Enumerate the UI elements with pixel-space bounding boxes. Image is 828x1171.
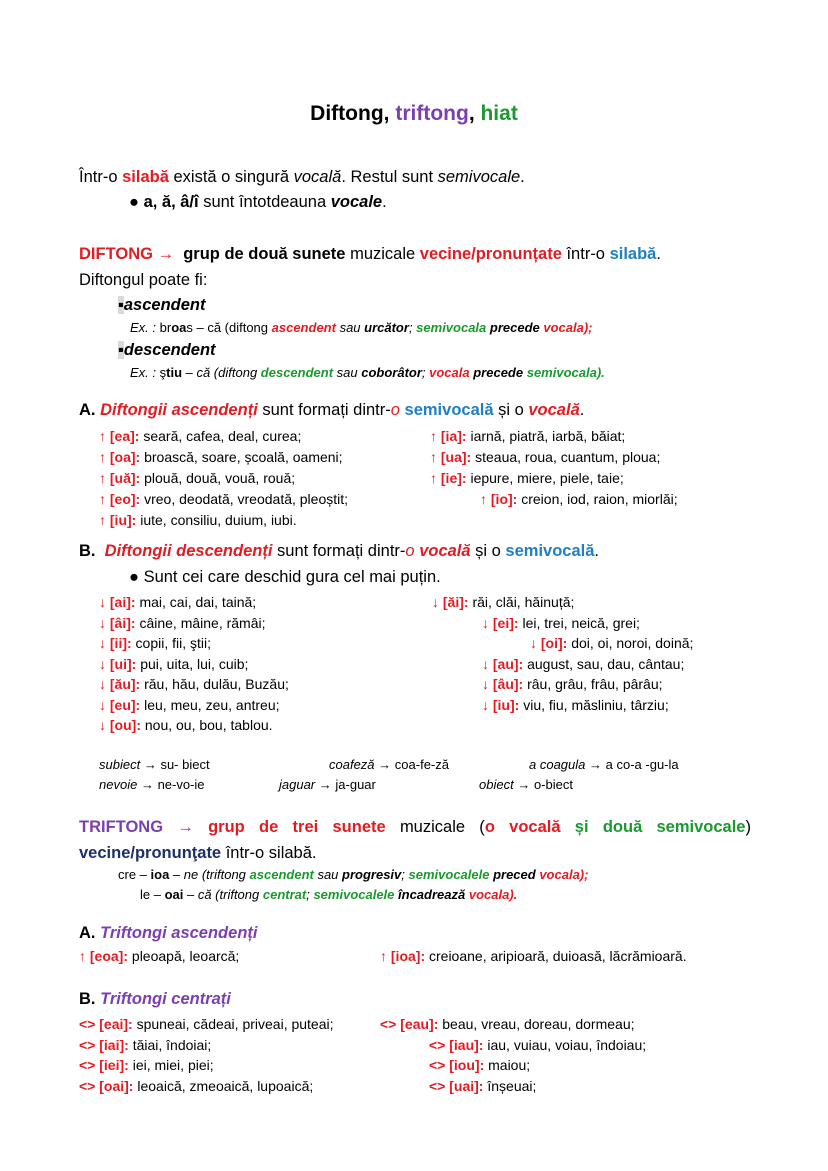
hiat-example: jaguar → ja-guar <box>279 777 376 792</box>
list-item: <> [eau]: beau, vreau, doreau, dormeau; <box>380 1016 635 1032</box>
tri-a-heading: A. Triftongi ascendenți <box>79 924 258 942</box>
list-item: ↓ [oi]: doi, oi, noroi, doină; <box>530 635 694 651</box>
diftong-descendent-label: ▪descendent <box>118 341 216 359</box>
triftong-example-2: le – oai – că (triftong centrat; semivocalele încadrează vocala). <box>140 887 518 902</box>
section-a-heading: A. Diftongii ascendenți sunt formați dintr-o semivocală și o vocală. <box>79 401 585 419</box>
list-item: ↓ [au]: august, sau, dau, cântau; <box>482 655 685 672</box>
list-item: ↓ [ău]: rău, hău, dulău, Buzău; <box>99 676 289 692</box>
tri-a-right: ↑ [ioa]: creioane, aripioară, duioasă, lăcrămioară. <box>380 948 687 964</box>
diftong-can-be: Diftongul poate fi: <box>79 271 208 289</box>
diftong-definition: DIFTONG → grup de două sunete muzicale vecine/pronunțate într-o silabă. <box>79 245 661 263</box>
tri-b-heading: B. Triftongi centrați <box>79 990 231 1008</box>
bullet-icon: ● <box>129 568 139 586</box>
bullet-icon: ● <box>129 193 139 211</box>
list-item: ↓ [ii]: copii, fii, ştii; <box>99 635 212 651</box>
tri-a-left: ↑ [eoa]: pleoapă, leoarcă; <box>79 948 240 964</box>
triftong-example-1: cre – ioa – ne (triftong ascendent sau progresiv; semivocalele preced vocala); <box>118 867 589 882</box>
list-item: ↓ [ou]: nou, ou, bou, tablou. <box>99 717 273 733</box>
tri-right-list <box>380 1014 646 1096</box>
tri-left-list <box>79 1014 334 1096</box>
list-item: ↓ [âi]: câine, mâine, rămâi; <box>99 614 266 631</box>
list-item: ↓ [ai]: mai, cai, dai, taină; <box>99 594 257 610</box>
arrow-right-icon: → <box>157 245 175 263</box>
hiat-example: a coagula → a co-a -gu-la <box>529 757 679 772</box>
page-title: Diftong, triftong, hiat <box>310 102 518 125</box>
list-item: <> [uai]: înșeuai; <box>429 1077 537 1094</box>
list-item: <> [eai]: spuneai, cădeai, priveai, puteai; <box>79 1016 334 1032</box>
list-item: ↑ [eo]: vreo, deodată, vreodată, pleoștit; <box>99 491 349 507</box>
list-item: ↑ [ie]: iepure, miere, piele, taie; <box>430 470 624 486</box>
list-item: ↑ [iu]: iute, consiliu, duium, iubi. <box>99 512 297 528</box>
list-item: ↓ [iu]: viu, fiu, măsliniu, târziu; <box>482 696 669 713</box>
hiat-example: subiect → su- biect <box>99 757 210 772</box>
list-item: ↓ [ei]: lei, trei, neică, grei; <box>482 614 640 631</box>
asc-right-list <box>430 426 678 510</box>
list-item: ↓ [eu]: leu, meu, zeu, antreu; <box>99 696 280 713</box>
diftong-descendent-example: Ex. : ştiu – că (diftong descendent sau coborâtor; vocala precede semivocala). <box>130 365 605 380</box>
list-item: <> [oai]: leoaică, zmeoaică, lupoaică; <box>79 1077 314 1094</box>
list-item: ↓ [âu]: râu, grâu, frâu, pârâu; <box>482 676 663 692</box>
list-item: ↑ [ea]: seară, cafea, deal, curea; <box>99 428 302 444</box>
section-b-note: ● Sunt cei care deschid gura cel mai puțin. <box>129 568 441 586</box>
triftong-definition-line-2: vecine/pronunţate într-o silabă. <box>79 844 317 862</box>
triftong-definition: TRIFTONG → grup de trei sunete muzicale (o vocală și două semivocale) <box>79 818 751 836</box>
list-item: ↑ [oa]: broască, soare, școală, oameni; <box>99 449 343 465</box>
desc-right-list <box>432 592 693 715</box>
asc-left-list <box>99 426 348 531</box>
list-item: <> [iou]: maiou; <box>429 1057 531 1073</box>
diftong-ascendent-label: ▪ascendent <box>118 296 206 314</box>
desc-left-list <box>99 592 289 736</box>
hiat-example: obiect → o-biect <box>479 777 573 792</box>
intro-line-1: Într-o silabă există o singură vocală. Restul sunt semivocale. <box>79 168 525 186</box>
diftong-ascendent-example: Ex. : broas – că (diftong ascendent sau urcător; semivocala precede vocala); <box>130 320 593 335</box>
list-item: ↓ [ăi]: răi, clăi, hăinuță; <box>432 594 575 610</box>
list-item: ↑ [ia]: iarnă, piatră, iarbă, băiat; <box>430 428 626 444</box>
hiat-example: nevoie → ne-vo-ie <box>99 777 205 792</box>
list-item: <> [iau]: iau, vuiau, voiau, îndoiau; <box>429 1036 647 1053</box>
list-item: <> [iei]: iei, miei, piei; <box>79 1057 214 1073</box>
arrow-right-icon: → <box>177 818 194 836</box>
intro-line-2: ● a, ă, â/î sunt întotdeauna vocale. <box>129 193 387 211</box>
hiat-example: coafeză → coa-fe-ză <box>329 757 449 772</box>
list-item: ↑ [io]: creion, iod, raion, miorlăi; <box>480 491 678 507</box>
section-b-heading: B. Diftongii descendenți sunt formați dintr-o vocală și o semivocală. <box>79 542 599 560</box>
list-item: <> [iai]: tăiai, îndoiai; <box>79 1036 212 1053</box>
list-item: ↑ [uă]: plouă, două, vouă, rouă; <box>99 470 296 486</box>
list-item: ↑ [ua]: steaua, roua, cuantum, ploua; <box>430 449 661 465</box>
list-item: ↓ [ui]: pui, uita, lui, cuib; <box>99 655 249 672</box>
